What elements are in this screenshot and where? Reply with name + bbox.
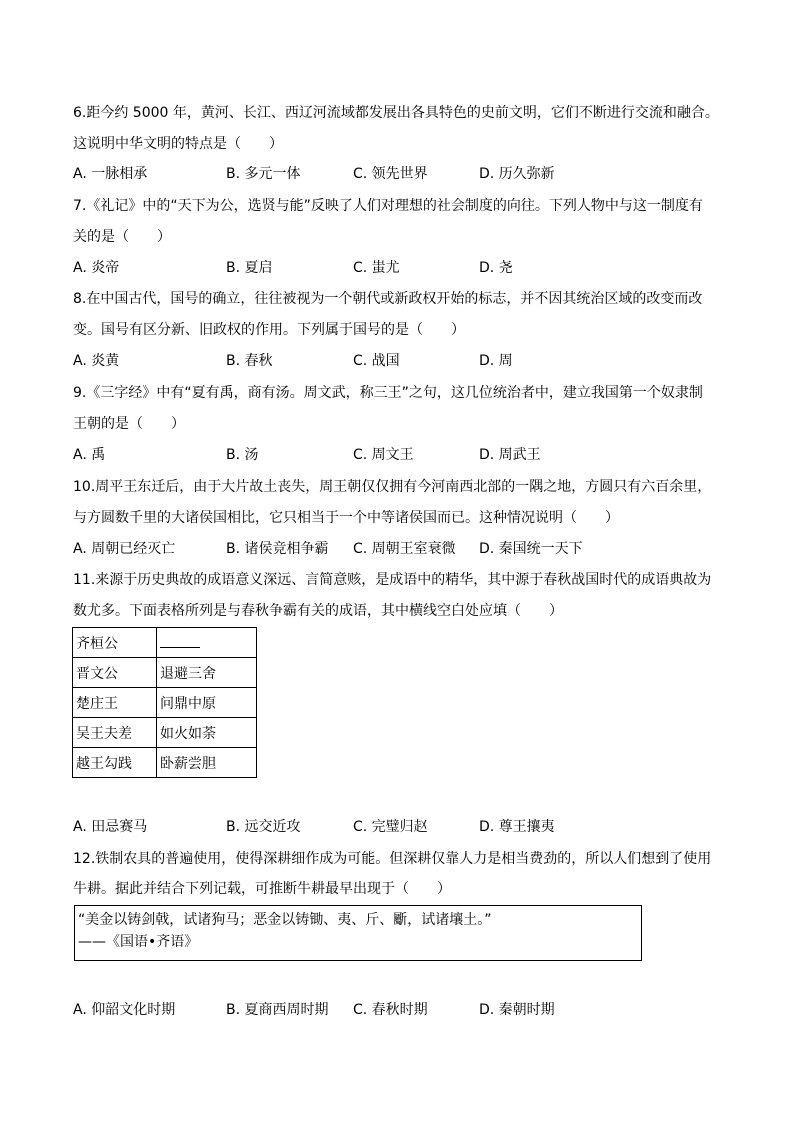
option-b[interactable]: B. 汤 — [226, 447, 259, 463]
option-d[interactable]: D. 周武王 — [479, 447, 541, 463]
option-c[interactable]: C. 蚩尤 — [353, 260, 400, 276]
option-a[interactable]: A. 周朝已经灭亡 — [73, 541, 176, 557]
question-6-text-line-1: 6.距今约 5000 年，黄河、长江、西辽河流域都发展出各具特色的史前文明，它们不断进行交流和融合。 — [73, 105, 719, 121]
table-cell-idiom: 问鼎中原 — [157, 688, 257, 718]
table-cell-blank — [157, 628, 257, 658]
option-d[interactable]: D. 周 — [479, 353, 513, 369]
option-b[interactable]: B. 夏商西周时期 — [226, 1002, 329, 1018]
idiom-table — [72, 627, 257, 778]
table-cell-idiom: 如火如荼 — [157, 718, 257, 748]
option-d[interactable]: D. 尊王攘夷 — [479, 819, 555, 835]
option-c[interactable]: C. 周文王 — [353, 447, 414, 463]
question-8-text-line-1: 8.在中国古代，国号的确立，往往被视为一个朝代或新政权开始的标志，并不因其统治区域的改变而改 — [73, 291, 703, 307]
question-9-text-line-2: 王朝的是（ ） — [73, 416, 185, 432]
option-b[interactable]: B. 多元一体 — [226, 166, 301, 182]
option-d[interactable]: D. 历久弥新 — [479, 166, 555, 182]
table-cell-idiom: 退避三舍 — [157, 658, 257, 688]
table-row — [73, 688, 257, 718]
answer-blank — [160, 633, 200, 648]
question-9-text-line-1: 9.《三字经》中有“夏有禹，商有汤。周文武，称三王”之句，这几位统治者中，建立我国第一个奴隶制 — [73, 385, 703, 401]
question-8-text-line-2: 变。国号有区分新、旧政权的作用。下列属于国号的是（ ） — [73, 322, 465, 338]
question-12-text-line-2: 牛耕。据此并结合下列记载，可推断牛耕最早出现于（ ） — [73, 881, 451, 897]
option-c[interactable]: C. 完璧归赵 — [353, 819, 428, 835]
table-row — [73, 628, 257, 658]
option-d[interactable]: D. 秦国统一天下 — [479, 541, 583, 557]
option-a[interactable]: A. 炎帝 — [73, 260, 120, 276]
option-d[interactable]: D. 尧 — [479, 260, 513, 276]
option-b[interactable]: B. 远交近攻 — [226, 819, 301, 835]
quotation-source: ——《国语•齐语》 — [78, 934, 199, 950]
option-a[interactable]: A. 禹 — [73, 447, 106, 463]
question-10-text-line-2: 与方圆数千里的大诸侯国相比，它只相当于一个中等诸侯国而已。这种情况说明（ ） — [73, 510, 619, 526]
question-10-text-line-1: 10.周平王东迁后，由于大片故土丧失，周王朝仅仅拥有今河南西北部的一隅之地，方圆只有六百余里， — [73, 479, 712, 495]
table-cell-ruler: 齐桓公 — [73, 628, 157, 658]
option-c[interactable]: C. 领先世界 — [353, 166, 428, 182]
option-c[interactable]: C. 春秋时期 — [353, 1002, 428, 1018]
question-6-text-line-2: 这说明中华文明的特点是（ ） — [73, 136, 283, 152]
option-a[interactable]: A. 一脉相承 — [73, 166, 148, 182]
table-row — [73, 658, 257, 688]
question-11-text-line-2: 数尤多。下面表格所列是与春秋争霸有关的成语，其中横线空白处应填（ ） — [73, 603, 563, 619]
option-a[interactable]: A. 炎黄 — [73, 353, 120, 369]
option-b[interactable]: B. 春秋 — [226, 353, 273, 369]
table-cell-ruler: 晋文公 — [73, 658, 157, 688]
question-11-text-line-1: 11.来源于历史典故的成语意义深远、言简意赅，是成语中的精华，其中源于春秋战国时代的成语典故为 — [73, 572, 712, 588]
quotation-text: “美金以铸剑戟，试诸狗马；恶金以铸锄、夷、斤、斸，试诸壤土。” — [78, 912, 492, 928]
table-cell-idiom: 卧薪尝胆 — [157, 748, 257, 778]
question-7-text-line-1: 7.《礼记》中的“天下为公，选贤与能”反映了人们对理想的社会制度的向往。下列人物中与这一制度有 — [73, 198, 703, 214]
option-a[interactable]: A. 仰韶文化时期 — [73, 1002, 176, 1018]
table-cell-ruler: 越王勾践 — [73, 748, 157, 778]
option-c[interactable]: C. 战国 — [353, 353, 400, 369]
option-b[interactable]: B. 诸侯竞相争霸 — [226, 541, 329, 557]
table-cell-ruler: 楚庄王 — [73, 688, 157, 718]
question-7-text-line-2: 关的是（ ） — [73, 229, 171, 245]
table-row — [73, 718, 257, 748]
option-d[interactable]: D. 秦朝时期 — [479, 1002, 555, 1018]
option-a[interactable]: A. 田忌赛马 — [73, 819, 148, 835]
option-c[interactable]: C. 周朝王室衰微 — [353, 541, 456, 557]
quotation-box — [74, 905, 642, 961]
table-cell-ruler: 吴王夫差 — [73, 718, 157, 748]
question-12-text-line-1: 12.铁制农具的普遍使用，使得深耕细作成为可能。但深耕仅靠人力是相当费劲的，所以人们想到了使用 — [73, 851, 712, 867]
option-b[interactable]: B. 夏启 — [226, 260, 273, 276]
table-row — [73, 748, 257, 778]
